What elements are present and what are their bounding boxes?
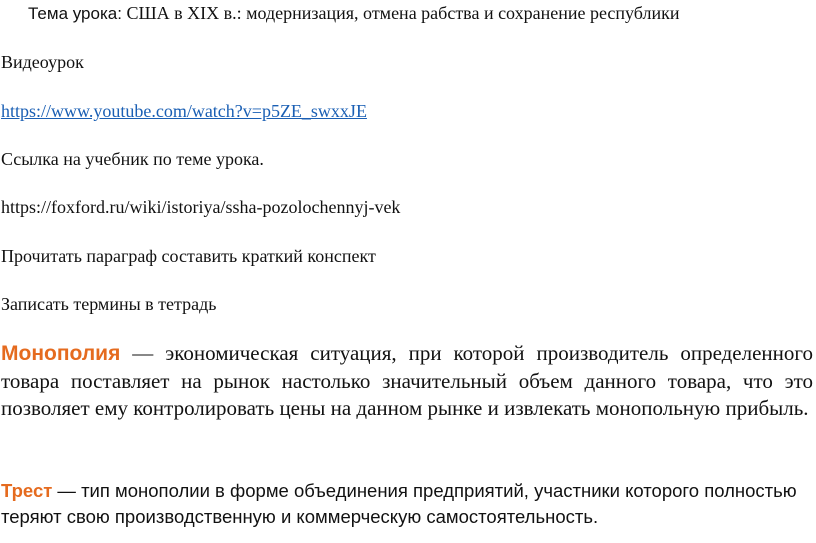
textbook-label: Ссылка на учебник по теме урока. — [1, 149, 264, 169]
term-definition-monopoly — [1, 340, 813, 423]
term-monopoly: Монополия — [1, 342, 121, 365]
video-link-row — [1, 100, 367, 122]
term-monopoly-definition: — экономическая ситуация, при которой производитель определенного товара поставляет на рынок настолько значительный объем данного товара, что это позволяет ему контролировать цены на данном рынке и извлекать монопольную прибыль. — [1, 341, 813, 420]
video-link[interactable]: https://www.youtube.com/watch?v=p5ZE_swxxJE — [1, 101, 367, 121]
lesson-title-label: Тема урока: — [28, 4, 122, 23]
lesson-title-text: США в XIX в.: модернизация, отмена рабства и сохранение республики — [121, 3, 680, 23]
task-write-terms: Записать термины в тетрадь — [1, 294, 217, 314]
video-label: Видеоурок — [1, 52, 84, 72]
task-read-paragraph: Прочитать параграф составить краткий конспект — [1, 246, 376, 266]
lesson-title — [28, 2, 680, 25]
term-trust-definition: — тип монополии в форме объединения предприятий, участники которого полностью теряют свою производственную и коммерческую самостоятельность. — [1, 480, 797, 527]
term-definition-trust — [1, 478, 813, 530]
term-trust: Трест — [1, 480, 53, 501]
textbook-url: https://foxford.ru/wiki/istoriya/ssha-pozolochennyj-vek — [1, 197, 401, 217]
